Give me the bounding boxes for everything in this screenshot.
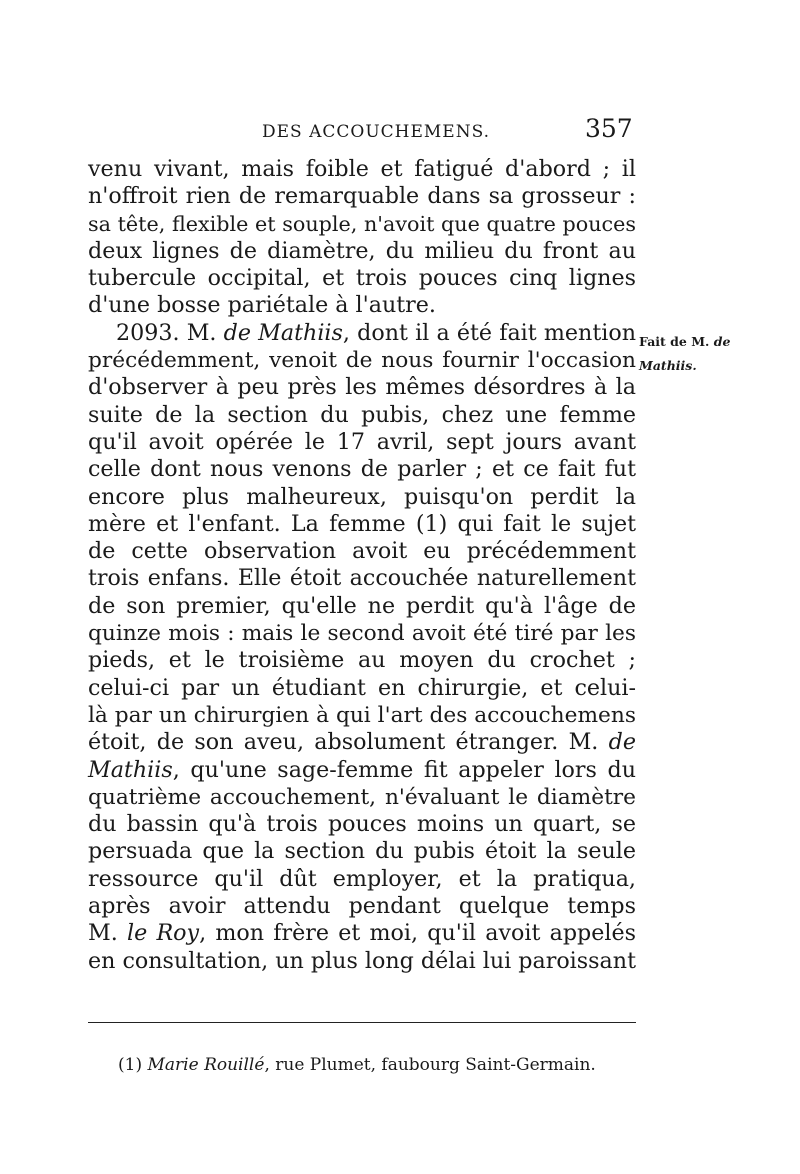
text-line: encore plus malheureux, puisqu'on perdit la xyxy=(88,483,636,510)
italic-name: de Mathiis xyxy=(223,319,343,346)
italic-name: le Roy xyxy=(127,920,200,947)
margin-note-line: Fait de M. de xyxy=(639,334,731,349)
text-line: venu vivant, mais foible et fatigué d'abord ; il xyxy=(88,156,636,182)
italic-name: de xyxy=(608,729,636,756)
text-line: précédemment, venoit de nous fournir l'occasion xyxy=(88,348,636,374)
text-line: ressource qu'il dût employer, et la pratiqua, xyxy=(88,865,636,892)
text-line: pieds, et le troisième au moyen du crochet ; xyxy=(88,647,636,674)
text-line: tubercule occipital, et trois pouces cinq lignes xyxy=(88,265,636,292)
text-line: M. le Roy, mon frère et moi, qu'il avoit appelés xyxy=(88,920,636,947)
page-number: 357 xyxy=(585,114,633,143)
italic-name: Mathiis xyxy=(88,756,173,783)
text-line: de cette observation avoit eu précédemment xyxy=(88,538,636,565)
footnote-text: , rue Plumet, faubourg Saint-Germain. xyxy=(264,1055,596,1075)
running-title: DES ACCOUCHEMENS. xyxy=(262,122,491,142)
text-line: en consultation, un plus long délai lui paroissant xyxy=(88,947,636,974)
text-line: étoit, de son aveu, absolument étranger. M. de xyxy=(88,729,636,756)
footnote-name: Marie Rouillé xyxy=(147,1055,265,1075)
footnote-marker: (1) xyxy=(118,1055,143,1075)
text-line: mère et l'enfant. La femme (1) qui fait le sujet xyxy=(88,510,636,537)
text-line: qu'il avoit opérée le 17 avril, sept jours avant xyxy=(88,428,636,455)
text-line: persuada que la section du pubis étoit la seule xyxy=(88,838,636,865)
text-line: suite de la section du pubis, chez une femme xyxy=(88,401,636,428)
margin-note xyxy=(639,330,730,378)
text-line: là par un chirurgien à qui l'art des accouchemens xyxy=(88,702,636,728)
text-line: celui-ci par un étudiant en chirurgie, et celui- xyxy=(88,674,636,701)
text-line: deux lignes de diamètre, du milieu du front au xyxy=(88,237,636,264)
text-line: d'une bosse pariétale à l'autre. xyxy=(88,292,436,319)
margin-note-line: Mathiis. xyxy=(639,358,697,373)
text-line: n'offroit rien de remarquable dans sa grosseur : xyxy=(88,183,636,210)
text-line: celle dont nous venons de parler ; et ce fait fut xyxy=(88,456,636,483)
text-line: sa tête, flexible et souple, n'avoit que quatre pouces xyxy=(88,211,636,236)
text-line: trois enfans. Elle étoit accouchée naturellement xyxy=(88,565,636,592)
text-line: 2093. M. de Mathiis, dont il a été fait mention xyxy=(116,319,636,346)
text-line: de son premier, qu'elle ne perdit qu'à l'âge de xyxy=(88,592,636,619)
text-line: après avoir attendu pendant quelque temps xyxy=(88,893,636,920)
text-line: quatrième accouchement, n'évaluant le diamètre xyxy=(88,784,636,810)
text-line: quinze mois : mais le second avoit été tiré par les xyxy=(88,621,636,647)
body-text xyxy=(88,156,636,975)
footnote xyxy=(118,1055,596,1075)
text-line: Mathiis, qu'une sage-femme fit appeler lors du xyxy=(88,756,636,783)
text-line: du bassin qu'à trois pouces moins un quart, se xyxy=(88,811,636,838)
footnote-rule xyxy=(88,1022,636,1023)
text-line: d'observer à peu près les mêmes désordres à la xyxy=(88,374,636,401)
